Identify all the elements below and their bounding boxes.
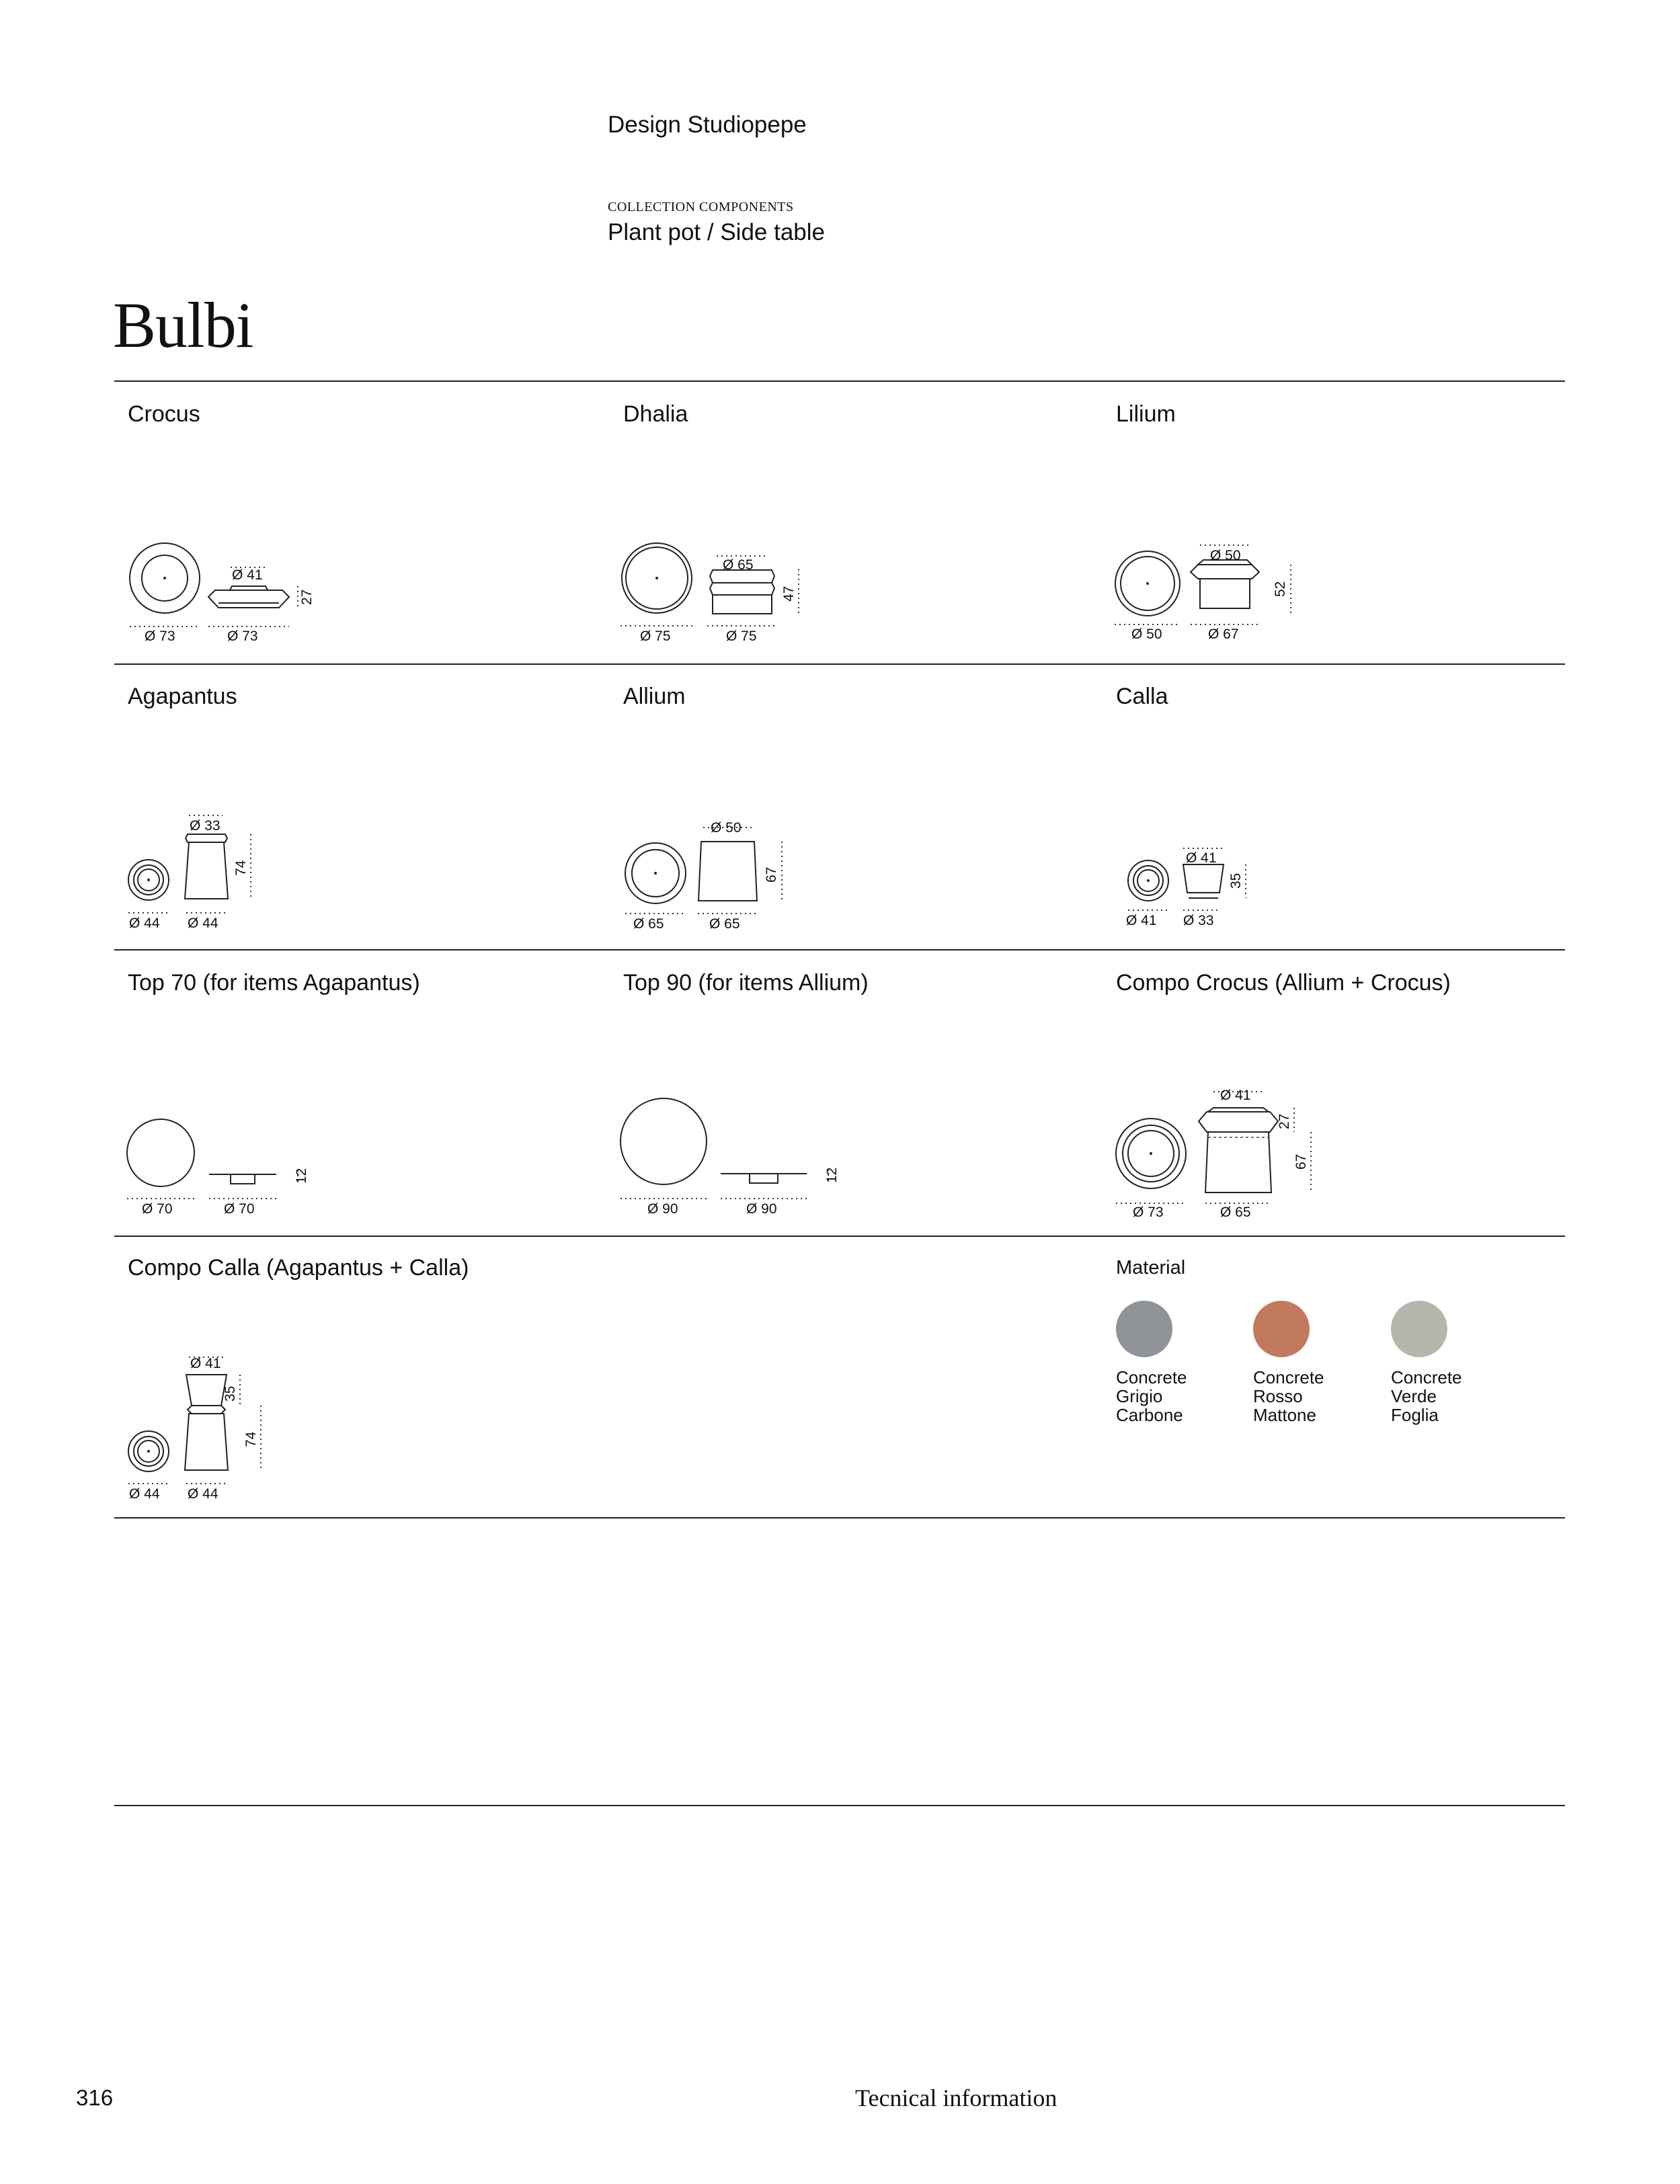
dim-height: 74: [233, 860, 249, 876]
dim-top-diameter: Ø 65: [723, 557, 754, 573]
divider: [114, 663, 1565, 665]
swatch-verde-foglia: [1391, 1301, 1447, 1357]
item-title-compo-crocus: Compo Crocus (Allium + Crocus): [1116, 970, 1451, 996]
agapantus-drawing: [124, 803, 272, 944]
dim-diameter: Ø 41: [1126, 913, 1157, 928]
dim-top-diameter: Ø 41: [1186, 850, 1217, 866]
calla-drawing: [1116, 834, 1264, 941]
dim-diameter: Ø 73: [1133, 1205, 1164, 1220]
dim-height: 12: [824, 1167, 840, 1183]
divider: [114, 1236, 1565, 1237]
dim-diameter: Ø 65: [1220, 1205, 1251, 1220]
allium-drawing: [618, 810, 793, 944]
divider: [114, 949, 1565, 951]
top70-drawing: [124, 1113, 319, 1227]
dim-diameter: Ø 44: [129, 916, 160, 931]
designer: Design Studiopepe: [608, 112, 807, 138]
dim-diameter: Ø 73: [145, 629, 175, 644]
compo-calla-drawing: [124, 1348, 286, 1509]
dim-height: 35: [223, 1385, 238, 1402]
dim-diameter: Ø 70: [142, 1201, 173, 1217]
swatch-label-grigio-carbone: Concrete Grigio Carbone: [1116, 1367, 1187, 1425]
dim-height: 27: [299, 589, 315, 605]
item-title-calla: Calla: [1116, 684, 1168, 709]
swatch-rosso-mattone: [1253, 1301, 1310, 1357]
dim-diameter: Ø 75: [640, 629, 671, 644]
swatch-label-verde-foglia: Concrete Verde Foglia: [1391, 1367, 1462, 1425]
dim-height: 67: [1293, 1154, 1309, 1170]
dim-diameter: Ø 90: [746, 1201, 777, 1217]
material-label: Material: [1116, 1257, 1186, 1279]
dim-top-diameter: Ø 41: [232, 567, 263, 583]
item-title-allium: Allium: [623, 684, 686, 709]
dim-height: 52: [1273, 581, 1288, 597]
divider: [114, 1805, 1565, 1806]
item-title-dhalia: Dhalia: [623, 401, 688, 427]
divider: [114, 1517, 1565, 1519]
dim-height: 35: [1228, 873, 1244, 889]
item-title-compo-calla: Compo Calla (Agapantus + Calla): [128, 1255, 469, 1281]
swatch-label-rosso-mattone: Concrete Rosso Mattone: [1253, 1367, 1324, 1425]
item-title-lilium: Lilium: [1116, 401, 1176, 427]
dim-top-diameter: Ø 41: [190, 1356, 221, 1371]
components-value: Plant pot / Side table: [608, 219, 825, 245]
page-title: Bulbi: [113, 289, 253, 361]
dim-diameter: Ø 67: [1208, 626, 1239, 642]
dim-height: 27: [1277, 1113, 1292, 1129]
page-number: 316: [76, 2085, 114, 2110]
dim-height: 67: [764, 866, 779, 883]
top90-drawing: [618, 1092, 840, 1227]
dim-diameter: Ø 65: [709, 916, 740, 932]
dim-height: 74: [243, 1431, 259, 1447]
footer-section-title: Tecnical information: [855, 2085, 1057, 2111]
item-title-top90: Top 90 (for items Allium): [623, 970, 869, 996]
dim-diameter: Ø 33: [1183, 913, 1214, 928]
lilium-drawing: [1113, 534, 1314, 649]
dim-diameter: Ø 65: [633, 916, 664, 932]
dhalia-drawing: [618, 534, 820, 649]
divider: [114, 380, 1565, 382]
item-title-agapantus: Agapantus: [128, 684, 237, 709]
dim-top-diameter: Ø 50: [1210, 548, 1241, 563]
item-title-crocus: Crocus: [128, 401, 200, 427]
swatch-grigio-carbone: [1116, 1301, 1172, 1357]
dim-diameter: Ø 44: [129, 1486, 160, 1502]
dim-top-diameter: Ø 41: [1220, 1088, 1251, 1103]
dim-diameter: Ø 75: [726, 629, 757, 644]
crocus-drawing: [124, 538, 326, 652]
dim-diameter: Ø 90: [647, 1201, 678, 1217]
dim-diameter: Ø 44: [188, 916, 218, 931]
compo-crocus-drawing: [1113, 1076, 1334, 1230]
dim-diameter: Ø 73: [227, 629, 258, 644]
dim-height: 12: [294, 1168, 309, 1184]
components-label: COLLECTION COMPONENTS: [608, 200, 794, 214]
dim-diameter: Ø 70: [224, 1201, 255, 1217]
item-title-top70: Top 70 (for items Agapantus): [128, 970, 420, 996]
dim-diameter: Ø 44: [188, 1486, 218, 1502]
dim-top-diameter: Ø 33: [190, 818, 221, 834]
dim-diameter: Ø 50: [1131, 626, 1162, 642]
dim-height: 47: [781, 585, 797, 602]
dim-top-diameter: Ø 50: [711, 820, 742, 836]
